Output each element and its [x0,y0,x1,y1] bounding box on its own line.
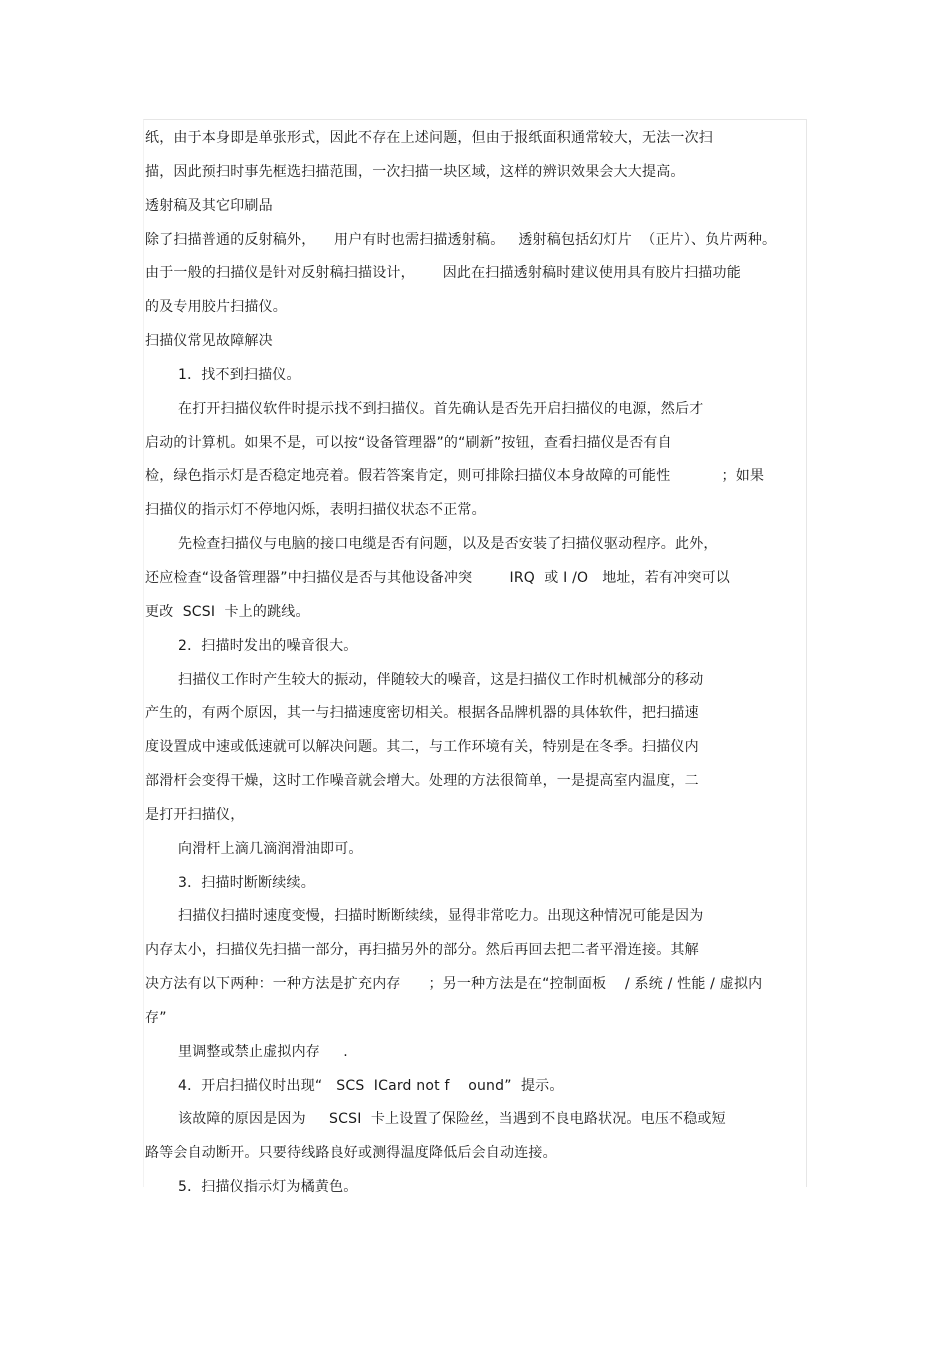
text-line: 决方法有以下两种：一种方法是扩充内存 ；另一种方法是在“控制面板 / 系统 / 性能 / 虚拟内 [145,976,763,993]
text-line: 扫描仪常见故障解决 [145,333,273,350]
text-line: 的及专用胶片扫描仪。 [145,299,287,316]
text-line: 检，绿色指示灯是否稳定地亮着。假若答案肯定，则可排除扫描仪本身故障的可能性 ；如果 [145,468,765,485]
text-line: 2．扫描时发出的噪音很大。 [178,637,358,654]
text-line: 纸，由于本身即是单张形式，因此不存在上述问题，但由于报纸面积通常较大，无法一次扫 [145,130,713,146]
text-line: 透射稿及其它印刷品 [145,197,273,214]
text-line: 里调整或禁止虚拟内存 . [178,1043,348,1060]
document-body [145,124,810,1207]
text-line: 该故障的原因是因为 SCSI 卡上设置了保险丝，当遇到不良电路状况。电压不稳或短 [178,1111,726,1128]
text-line: 在打开扫描仪软件时提示找不到扫描仪。首先确认是否先开启扫描仪的电源，然后才 [178,400,704,417]
text-line: 扫描仪的指示灯不停地闪烁，表明扫描仪状态不正常。 [145,502,486,519]
text-line: 扫描仪扫描时速度变慢，扫描时断断续续，显得非常吃力。出现这种情况可能是因为 [178,908,704,925]
text-line: 是打开扫描仪， [145,806,245,823]
text-line: 还应检查“设备管理器”中扫描仪是否与其他设备冲突 IRQ 或 I /O 地址，若有冲突可以 [145,569,730,586]
text-line: 更改 SCSI 卡上的跳线。 [145,603,310,620]
text-line: 向滑杆上滴几滴润滑油即可。 [178,840,363,857]
text-line: 内存太小，扫描仪先扫描一部分，再扫描另外的部分。然后再回去把二者平滑连接。其解 [145,942,699,959]
text-line: 5．扫描仪指示灯为橘黄色。 [178,1179,358,1196]
text-line: 扫描仪工作时产生较大的振动，伴随较大的噪音，这是扫描仪工作时机械部分的移动 [178,671,704,688]
text-line: 由于一般的扫描仪是针对反射稿扫描设计， 因此在扫描透射稿时建议使用具有胶片扫描功能 [145,265,741,282]
text-line: 存” [145,1009,167,1026]
text-line: 先检查扫描仪与电脑的接口电缆是否有问题，以及是否安装了扫描仪驱动程序。此外， [178,536,718,553]
text-line: 产生的，有两个原因，其一与扫描速度密切相关。根据各品牌机器的具体软件，把扫描速 [145,705,699,722]
text-line: 度设置成中速或低速就可以解决问题。其二，与工作环境有关，特别是在冬季。扫描仪内 [145,739,699,756]
text-line: 部滑杆会变得干燥，这时工作噪音就会增大。处理的方法很简单，一是提高室内温度，二 [145,773,699,790]
text-line: 描，因此预扫时事先框选扫描范围，一次扫描一块区域，这样的辨识效果会大大提高。 [145,163,685,180]
text-line: 1．找不到扫描仪。 [178,366,301,383]
text-line: 除了扫描普通的反射稿外， 用户有时也需扫描透射稿。 透射稿包括幻灯片 （正片）、负片两种。 [145,231,777,248]
text-line: 启动的计算机。如果不是，可以按“设备管理器”的“刷新”按钮，查看扫描仪是否有自 [145,434,672,451]
text-line: 3．扫描时断断续续。 [178,874,315,891]
text-line: 路等会自动断开。只要待线路良好或测得温度降低后会自动连接。 [145,1145,557,1162]
text-line: 4．开启扫描仪时出现“ SCS ICard not f ound” 提示。 [178,1077,564,1094]
